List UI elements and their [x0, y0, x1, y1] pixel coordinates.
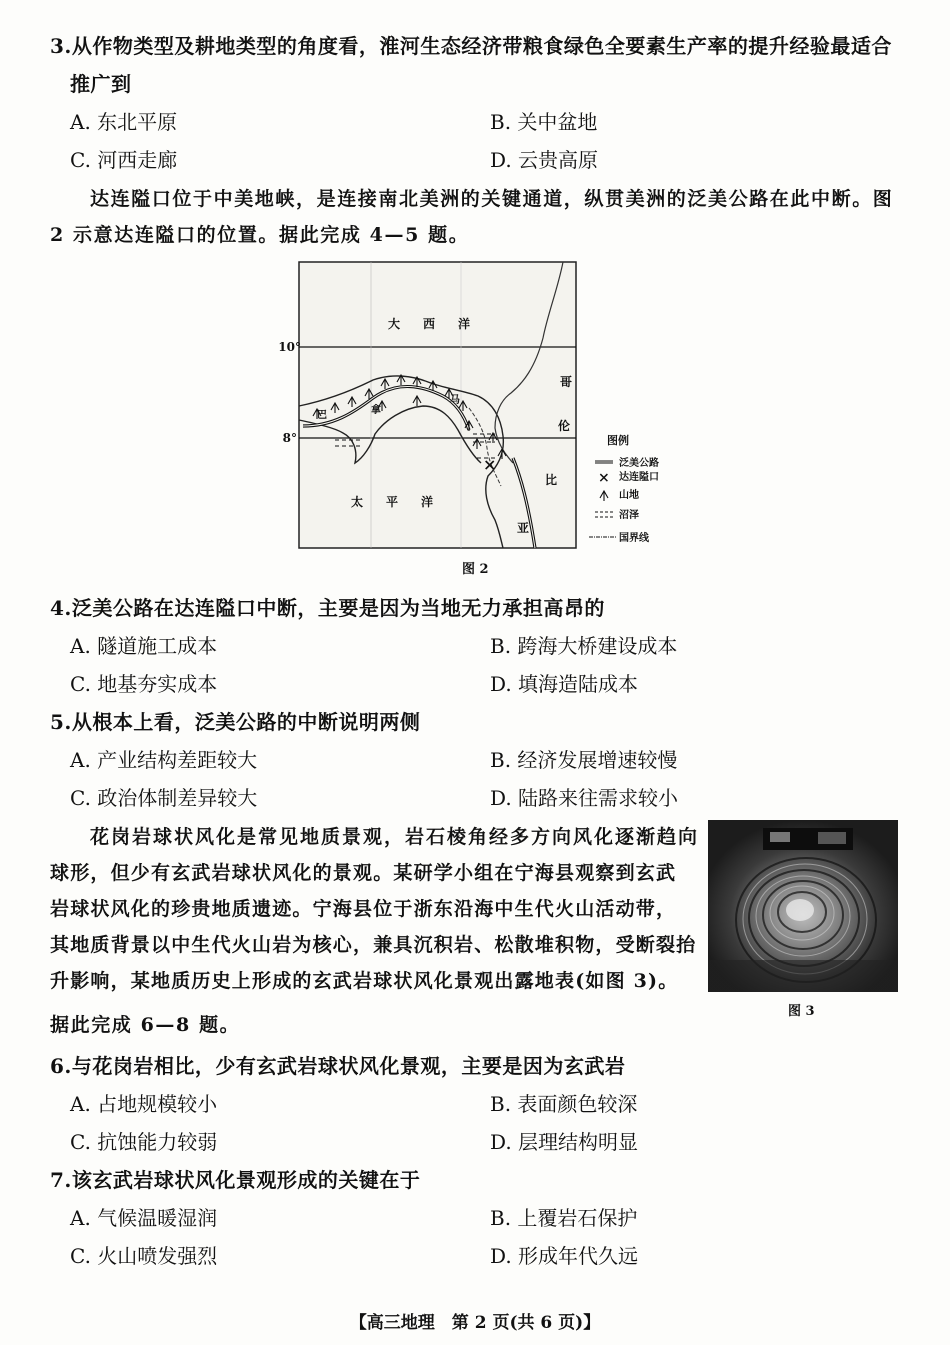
- q7-option-c[interactable]: C. 火山喷发强烈: [70, 1244, 218, 1268]
- q5-option-b[interactable]: B. 经济发展增速较慢: [490, 748, 678, 772]
- pacific-label-2: 平: [386, 495, 399, 509]
- legend-title: 图例: [607, 434, 629, 447]
- pacific-label-3: 洋: [421, 495, 434, 509]
- q6-option-b[interactable]: B. 表面颜色较深: [490, 1092, 638, 1116]
- figure3-caption: 图 3: [788, 1004, 815, 1019]
- atlantic-label-2: 西: [423, 317, 436, 331]
- lat-10-label: 10°: [278, 340, 301, 354]
- svg-text:山地: 山地: [619, 490, 639, 501]
- svg-text:泛美公路: 泛美公路: [619, 458, 659, 469]
- q5-option-a[interactable]: A. 产业结构差距较大: [70, 748, 258, 772]
- figure2-caption: 图 2: [462, 562, 489, 577]
- intro2-line2: 2 示意达连隘口的位置。据此完成 4—5 题。: [50, 224, 470, 246]
- panama-label-1: 巴: [317, 410, 327, 421]
- q3-option-b[interactable]: B. 关中盆地: [490, 110, 598, 134]
- intro3-line6: 据此完成 6—8 题。: [50, 1014, 241, 1036]
- q6-stem: 6.与花岗岩相比，少有玄武岩球状风化景观，主要是因为玄武岩: [50, 1054, 626, 1078]
- intro3-line4: 其地质背景以中生代火山岩为核心，兼具沉积岩、松散堆积物，受断裂抬: [50, 934, 697, 956]
- basalt-spheroidal-weathering-photo: [708, 820, 898, 992]
- svg-text:×: ×: [598, 470, 610, 486]
- lat-8-label: 8°: [282, 431, 297, 445]
- q6-option-c[interactable]: C. 抗蚀能力较弱: [70, 1130, 218, 1154]
- page-footer: 【高三地理 第 2 页(共 6 页)】: [349, 1313, 601, 1333]
- legend-highway: [595, 456, 659, 469]
- svg-text:沼泽: 沼泽: [619, 510, 639, 521]
- intro3-line2: 球形，但少有玄武岩球状风化的景观。某研学小组在宁海县观察到玄武: [50, 862, 677, 884]
- svg-text:×: ×: [483, 455, 497, 474]
- q6-option-d[interactable]: D. 层理结构明显: [490, 1130, 639, 1154]
- q3-option-c[interactable]: C. 河西走廊: [70, 148, 178, 172]
- atlantic-label-1: 大: [388, 317, 401, 331]
- q5-option-c[interactable]: C. 政治体制差异较大: [70, 786, 258, 810]
- legend-mountain: [600, 488, 639, 501]
- intro2-line1: 达连隘口位于中美地峡，是连接南北美洲的关键通道，纵贯美洲的泛美公路在此中断。图: [90, 188, 894, 210]
- colombia-label-2: 伦: [558, 419, 571, 433]
- atlantic-label-3: 洋: [458, 317, 471, 331]
- q3-stem-line2: 推广到: [70, 72, 132, 96]
- legend-darien-gap: [598, 470, 659, 486]
- q7-option-d[interactable]: D. 形成年代久远: [490, 1244, 639, 1268]
- q7-option-b[interactable]: B. 上覆岩石保护: [490, 1206, 638, 1230]
- colombia-label-3: 比: [545, 473, 558, 487]
- q5-stem: 5.从根本上看，泛美公路的中断说明两侧: [50, 710, 421, 734]
- intro3-line3: 岩球状风化的珍贵地质遗迹。宁海县位于浙东沿海中生代火山活动带，: [50, 898, 677, 920]
- q3-option-a[interactable]: A. 东北平原: [70, 110, 178, 134]
- q7-option-a[interactable]: A. 气候温暖湿润: [70, 1206, 218, 1230]
- q4-option-a[interactable]: A. 隧道施工成本: [70, 634, 218, 658]
- svg-text:国界线: 国界线: [619, 533, 649, 544]
- pacific-label-1: 太: [351, 495, 364, 509]
- q7-stem: 7.该玄武岩球状风化景观形成的关键在于: [50, 1168, 421, 1192]
- darien-gap-map: [273, 258, 673, 558]
- colombia-label-4: 亚: [517, 521, 530, 535]
- q4-stem: 4.泛美公路在达连隘口中断，主要是因为当地无力承担高昂的: [50, 596, 605, 620]
- intro3-line1: 花岗岩球状风化是常见地质景观，岩石棱角经多方向风化逐渐趋向: [90, 826, 700, 848]
- q4-option-c[interactable]: C. 地基夯实成本: [70, 672, 218, 696]
- q3-stem-line1: 3.从作物类型及耕地类型的角度看，淮河生态经济带粮食绿色全要素生产率的提升经验最适合: [50, 34, 892, 58]
- q4-option-d[interactable]: D. 填海造陆成本: [490, 672, 639, 696]
- q3-option-d[interactable]: D. 云贵高原: [490, 148, 599, 172]
- legend-border: [589, 531, 650, 544]
- colombia-label-1: 哥: [560, 375, 573, 389]
- panama-label-2: 拿: [371, 405, 381, 416]
- intro3-line5: 升影响，某地质历史上形成的玄武岩球状风化景观出露地表(如图 3)。: [50, 970, 679, 992]
- q6-option-a[interactable]: A. 占地规模较小: [70, 1092, 218, 1116]
- q5-option-d[interactable]: D. 陆路来往需求较小: [490, 786, 679, 810]
- panama-label-3: 马: [450, 395, 460, 406]
- svg-text:达连隘口: 达连隘口: [619, 472, 659, 483]
- legend-swamp: [595, 508, 639, 521]
- q4-option-b[interactable]: B. 跨海大桥建设成本: [490, 634, 678, 658]
